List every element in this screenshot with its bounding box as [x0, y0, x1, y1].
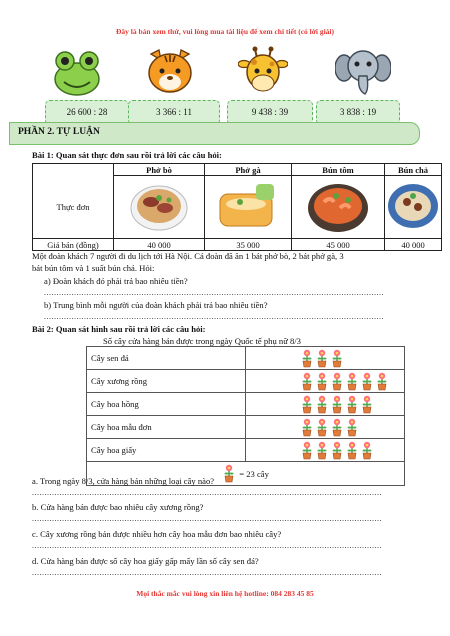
bai1-question-b: b) Trung bình mỗi người của đoàn khách phải trả bao nhiêu tiền? — [44, 300, 268, 310]
pictograph-table — [86, 346, 405, 486]
bai1-text-line2: bát bún tôm và 1 suất bún chả. Hỏi: — [32, 263, 155, 273]
dish-name: Phở gà — [205, 164, 292, 176]
plant-icons — [246, 370, 405, 393]
plant-icons — [246, 439, 405, 462]
bai1-title: Bài 1: Quan sát thực đơn sau rồi trả lời các câu hỏi: — [32, 150, 222, 160]
bai2-question-c: c. Cây xương rồng bán được nhiều hơn cây hoa mẫu đơn bao nhiêu cây? — [32, 529, 282, 539]
flower-pot-icon — [375, 371, 389, 391]
flower-pot-icon — [300, 348, 314, 368]
answer-line: ........................................................................................................................................ — [44, 312, 384, 321]
pictograph-row — [87, 416, 405, 439]
plant-label: Cây hoa mẫu đơn — [87, 416, 246, 439]
pictograph-row — [87, 393, 405, 416]
section-title: PHẦN 2. TỰ LUẬN — [18, 127, 100, 137]
plant-label: Cây xương rồng — [87, 370, 246, 393]
pictograph-row — [87, 439, 405, 462]
flower-pot-icon — [315, 394, 329, 414]
plant-label: Cây sen đá — [87, 347, 246, 370]
flower-pot-icon — [360, 394, 374, 414]
tiger-icon — [145, 46, 195, 98]
dish-price: 40 000 — [114, 239, 205, 251]
flower-pot-icon — [345, 440, 359, 460]
flower-pot-icon — [360, 440, 374, 460]
hotline-notice: Mọi thắc mắc vui lòng xin liên hệ hotline: 084 283 45 85 — [136, 589, 314, 598]
answer-line: ............................................................................................................................................ — [32, 488, 382, 497]
bun-cha-image — [385, 176, 442, 239]
flower-pot-icon — [315, 440, 329, 460]
flower-pot-icon — [222, 463, 236, 483]
menu-corner — [33, 164, 114, 176]
plant-icons — [246, 393, 405, 416]
bai2-question-b: b. Cửa hàng bán được bao nhiêu cây xương rồng? — [32, 502, 204, 512]
flower-pot-icon — [330, 417, 344, 437]
pho-bo-image — [114, 176, 205, 239]
bai2-title: Bài 2: Quan sát hình sau rồi trả lời các câu hỏi: — [32, 324, 206, 334]
pictograph-row — [87, 370, 405, 393]
flower-pot-icon — [300, 417, 314, 437]
legend-text: = 23 cây — [239, 468, 269, 479]
elephant-icon — [335, 46, 391, 98]
answer-line: ............................................................................................................................................ — [32, 541, 382, 550]
flower-pot-icon — [300, 394, 314, 414]
price-row-label: Giá bán (đồng) — [33, 239, 114, 251]
flower-pot-icon — [300, 371, 314, 391]
dish-price: 45 000 — [292, 239, 385, 251]
flower-pot-icon — [330, 371, 344, 391]
dish-price: 35 000 — [205, 239, 292, 251]
answer-line: ............................................................................................................................................ — [32, 568, 382, 577]
bai2-question-a: a. Trong ngày 8/3, cửa hàng bán những loại cây nào? — [32, 476, 215, 486]
giraffe-icon — [238, 46, 288, 98]
flower-pot-icon — [330, 440, 344, 460]
pictograph-row — [87, 347, 405, 370]
answer-line: ........................................................................................................................................ — [44, 288, 384, 297]
flower-pot-icon — [330, 394, 344, 414]
frog-icon — [52, 46, 102, 98]
bai2-question-d: d. Cửa hàng bán được số cây hoa giấy gấp mấy lần số cây sen đá? — [32, 556, 259, 566]
flower-pot-icon — [315, 348, 329, 368]
bai1-text-line1: Một đoàn khách 7 người đi du lịch tới Hà Nội. Cả đoàn đã ăn 1 bát phở bò, 2 bát phở gà, 3 — [32, 251, 344, 261]
bun-tom-image — [292, 176, 385, 239]
plant-icons — [246, 347, 405, 370]
bai2-subtitle: Số cây cửa hàng bán được trong ngày Quốc tế phụ nữ 8/3 — [103, 336, 301, 346]
flower-pot-icon — [300, 440, 314, 460]
dish-name: Phở bò — [114, 164, 205, 176]
flower-pot-icon — [315, 417, 329, 437]
dish-price: 40 000 — [385, 239, 442, 251]
menu-table — [32, 163, 442, 251]
flower-pot-icon — [345, 394, 359, 414]
dish-name: Bún chả — [385, 164, 442, 176]
answer-box-1: 26 600 : 28 — [45, 100, 129, 125]
menu-row-label: Thực đơn — [33, 176, 114, 239]
plant-icons — [246, 416, 405, 439]
flower-pot-icon — [345, 371, 359, 391]
answer-box-2: 3 366 : 11 — [128, 100, 220, 125]
flower-pot-icon — [345, 417, 359, 437]
answer-box-4: 3 838 : 19 — [316, 100, 400, 125]
section-heading — [9, 122, 420, 145]
plant-label: Cây hoa giấy — [87, 439, 246, 462]
dish-name: Bún tôm — [292, 164, 385, 176]
bai1-question-a: a) Đoàn khách đó phải trả bao nhiêu tiền? — [44, 276, 188, 286]
answer-line: ............................................................................................................................................ — [32, 514, 382, 523]
pho-ga-image — [205, 176, 292, 239]
flower-pot-icon — [360, 371, 374, 391]
flower-pot-icon — [330, 348, 344, 368]
answer-box-3: 9 438 : 39 — [227, 100, 313, 125]
plant-label: Cây hoa hồng — [87, 393, 246, 416]
preview-notice: Đây là bản xem thử, vui lòng mua tài liệu để xem chi tiết (có lời giải) — [115, 27, 335, 36]
flower-pot-icon — [315, 371, 329, 391]
